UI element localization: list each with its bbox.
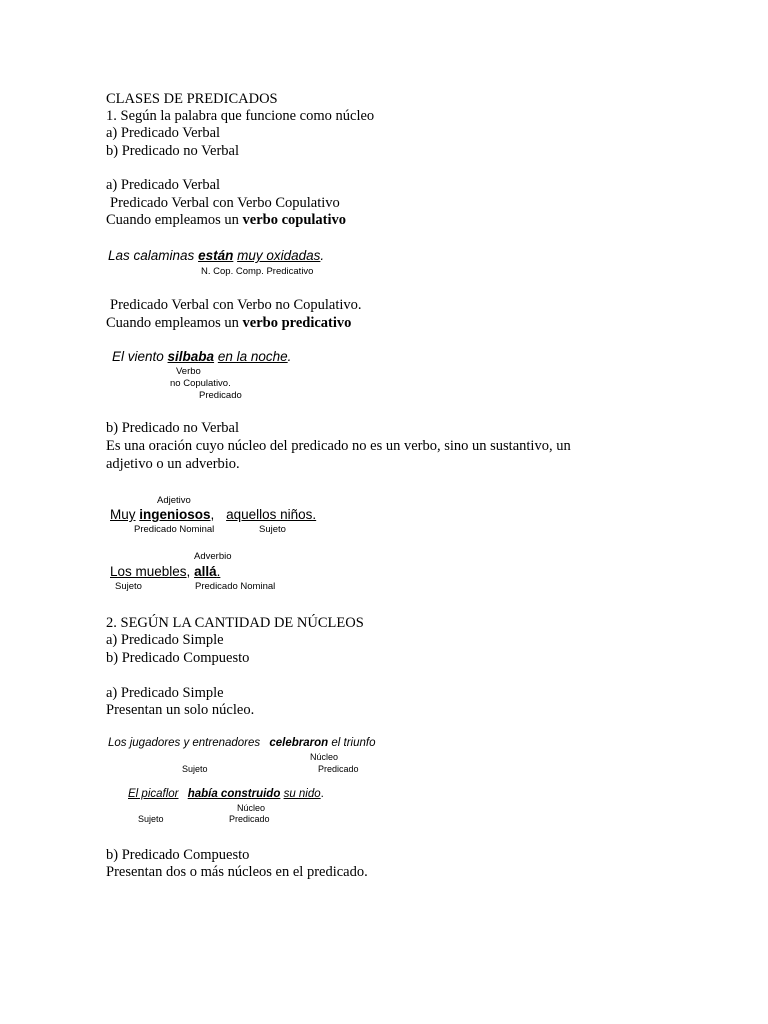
pc-heading: b) Predicado Compuesto [106,847,250,863]
example-4-nucleus: allá [194,564,217,579]
ps-heading: a) Predicado Simple [106,685,224,701]
example-6-sentence: El picaflor había construido su nido. [128,788,324,800]
bold-term: verbo predicativo [242,315,352,331]
pv-heading: a) Predicado Verbal [106,177,221,193]
example-4-sentence: Los muebles, allá. [110,564,221,579]
example-1-sentence: Las calaminas están muy oxidadas. [108,248,325,263]
example-2-note-nocop: no Copulativo. [170,378,231,389]
example-2-note-predicado: Predicado [199,390,242,401]
example-5-sentence: Los jugadores y entrenadores celebraron el triunfo [108,737,376,749]
pv-nocop-subheading: Predicado Verbal con Verbo no Copulativo. [110,297,362,313]
example-1-annotation: N. Cop. Comp. Predicativo [201,266,314,277]
section1-item-b: b) Predicado no Verbal [106,143,240,159]
example-2-sentence: El viento silbaba en la noche. [112,349,292,364]
example-3-note-predicado: Predicado Nominal [134,524,215,535]
example-5-note-sujeto: Sujeto [182,764,208,774]
pv-nocop-description: Cuando empleamos un verbo predicativo [106,315,352,331]
example-5-verb: celebraron [269,737,329,749]
pv-cop-description: Cuando empleamos un verbo copulativo [106,212,347,228]
section1-heading: 1. Según la palabra que funcione como núcleo [106,108,375,124]
example-1-verb: están [198,248,234,263]
section1-item-a: a) Predicado Verbal [106,125,221,141]
bold-term: verbo copulativo [242,212,347,228]
example-6-note-nucleo: Núcleo [237,803,266,813]
example-6-note-predicado: Predicado [229,814,270,824]
pnv-heading: b) Predicado no Verbal [106,420,240,436]
example-4-note-sujeto: Sujeto [115,581,142,592]
example-3-sentence: Muy ingeniosos, aquellos niños. [110,507,317,522]
example-2-note-verbo: Verbo [176,366,201,377]
pc-description: Presentan dos o más núcleos en el predicado. [106,864,368,880]
section2-item-b: b) Predicado Compuesto [106,650,250,666]
section2-heading: 2. SEGÚN LA CANTIDAD DE NÚCLEOS [106,615,364,631]
example-6-note-sujeto: Sujeto [138,814,164,824]
example-4-note-predicado: Predicado Nominal [195,581,276,592]
section2-item-a: a) Predicado Simple [106,632,224,648]
example-3-top-label: Adjetivo [157,495,191,506]
example-5-note-predicado: Predicado [318,764,359,774]
example-3-nucleus: ingeniosos [139,507,211,522]
example-6-verb: había construido [187,788,281,800]
pv-cop-subheading: Predicado Verbal con Verbo Copulativo [110,195,340,211]
example-5-note-nucleo: Núcleo [310,752,339,762]
example-2-verb: silbaba [167,349,215,364]
example-4-top-label: Adverbio [194,551,232,562]
doc-title: CLASES DE PREDICADOS [106,91,278,107]
example-3-note-sujeto: Sujeto [259,524,286,535]
ps-description: Presentan un solo núcleo. [106,702,255,718]
pnv-description-2: adjetivo o un adverbio. [106,456,240,472]
pnv-description-1: Es una oración cuyo núcleo del predicado no es un verbo, sino un sustantivo, un [106,438,571,454]
